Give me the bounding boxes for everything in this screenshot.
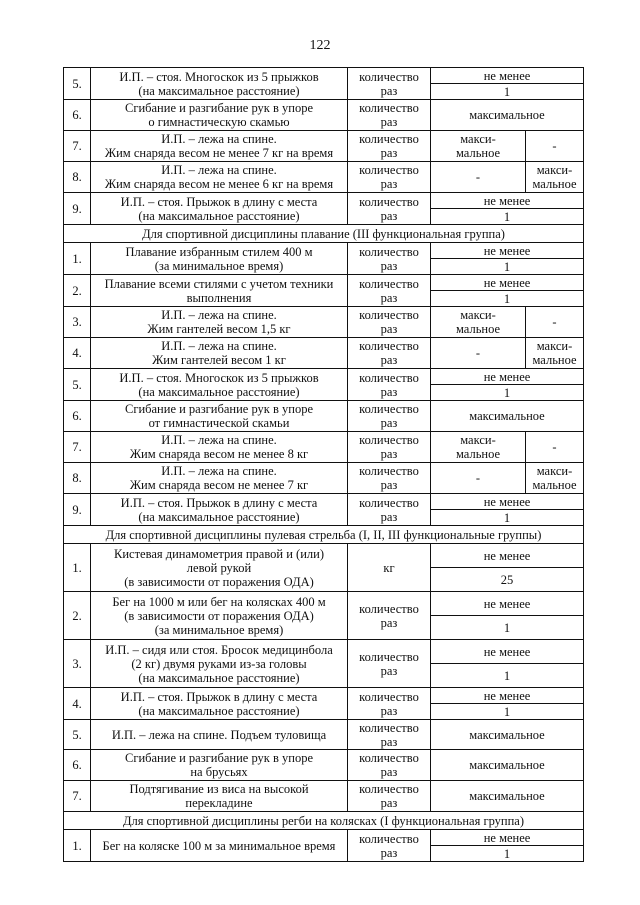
norm-label: не менее: [431, 830, 584, 846]
row-number: 7.: [64, 432, 91, 463]
row-number: 1.: [64, 243, 91, 275]
exercise-description: [91, 275, 348, 307]
exercise-description: [91, 544, 348, 592]
unit-cell: [348, 640, 431, 688]
description-line: (на максимальное расстояние): [138, 703, 300, 718]
exercise-description: [91, 307, 348, 338]
norm-right-value: -: [526, 307, 584, 338]
row-number: 5.: [64, 68, 91, 100]
section-title: Для спортивной дисциплины пулевая стрельба (I, II, III функциональные группы): [64, 526, 584, 544]
unit-line: кг: [383, 560, 395, 575]
table-row: [64, 640, 584, 664]
table-row: [64, 463, 584, 494]
description-line: перекладине: [185, 796, 253, 810]
unit-line: количество: [359, 276, 419, 291]
norm-left-value: -: [431, 463, 526, 494]
norm-value: 1: [431, 209, 584, 225]
unit-line: количество: [359, 782, 419, 796]
unit-line: раз: [380, 478, 398, 492]
description-line: Кистевая динамометрия правой и (или): [114, 546, 324, 561]
norm-value: максимальное: [431, 100, 584, 131]
exercise-description: [91, 100, 348, 131]
table-row: [64, 544, 584, 568]
norm-label: не менее: [431, 494, 584, 510]
unit-line: раз: [380, 734, 398, 749]
unit-cell: [348, 131, 431, 162]
unit-line: количество: [359, 339, 419, 353]
unit-line: раз: [380, 615, 398, 630]
description-line: левой рукой: [186, 560, 252, 575]
unit-cell: [348, 401, 431, 432]
description-line: (на максимальное расстояние): [138, 83, 300, 98]
norm-left-value: макси- мальное: [431, 307, 526, 338]
section-row: [64, 225, 584, 243]
row-number: 9.: [64, 494, 91, 526]
norm-value: 25: [431, 568, 584, 592]
unit-cell: [348, 432, 431, 463]
table-row: [64, 688, 584, 704]
unit-line: количество: [359, 132, 419, 146]
table-row: [64, 592, 584, 616]
unit-line: раз: [380, 83, 398, 98]
norm-right-value: -: [526, 432, 584, 463]
row-number: 8.: [64, 463, 91, 494]
description-line: Бег на 1000 м или бег на колясках 400 м: [112, 594, 326, 609]
unit-line: количество: [359, 69, 419, 84]
norm-right-value: макси- мальное: [526, 162, 584, 193]
row-number: 4.: [64, 688, 91, 720]
description-line: Подтягивание из виса на высокой: [129, 782, 309, 796]
unit-line: количество: [359, 751, 419, 765]
exercise-description: [91, 401, 348, 432]
table-row: [64, 750, 584, 781]
unit-line: раз: [380, 258, 398, 273]
norm-value: максимальное: [431, 750, 584, 781]
description-line: И.П. – лежа на спине. Подъем туловища: [111, 727, 327, 742]
unit-line: количество: [359, 720, 419, 735]
norm-value: 1: [431, 84, 584, 100]
norm-value: 1: [431, 616, 584, 640]
unit-line: раз: [380, 765, 398, 779]
unit-cell: [348, 307, 431, 338]
unit-line: раз: [380, 447, 398, 461]
description-line: И.П. – лежа на спине.: [161, 339, 277, 353]
unit-line: количество: [359, 402, 419, 416]
norm-value: 1: [431, 846, 584, 862]
unit-line: раз: [380, 384, 398, 399]
exercise-description: [91, 68, 348, 100]
norm-value: 1: [431, 291, 584, 307]
table-row: [64, 720, 584, 750]
norm-left-value: -: [431, 338, 526, 369]
unit-cell: [348, 68, 431, 100]
exercise-description: [91, 432, 348, 463]
norm-label: не менее: [431, 68, 584, 84]
norm-label: не менее: [431, 544, 584, 568]
unit-line: раз: [380, 290, 398, 305]
exercise-description: [91, 688, 348, 720]
norm-left-value: макси- мальное: [431, 432, 526, 463]
exercise-description: [91, 830, 348, 862]
description-line: Жим снаряда весом не менее 8 кг: [129, 447, 309, 461]
description-line: Бег на коляске 100 м за минимальное время: [102, 838, 336, 853]
description-line: И.П. – стоя. Прыжок в длину с места: [120, 495, 318, 510]
row-number: 9.: [64, 193, 91, 225]
description-line: Сгибание и разгибание рук в упоре: [125, 402, 313, 416]
table-row: [64, 432, 584, 463]
unit-line: раз: [380, 353, 398, 367]
table-row: [64, 494, 584, 510]
norm-label: не менее: [431, 688, 584, 704]
description-line: Плавание всеми стилями с учетом техники: [104, 276, 334, 291]
norm-label: не менее: [431, 592, 584, 616]
unit-cell: [348, 544, 431, 592]
section-title: Для спортивной дисциплины регби на колясках (I функциональная группа): [64, 812, 584, 830]
unit-line: количество: [359, 831, 419, 846]
unit-line: количество: [359, 649, 419, 664]
description-line: И.П. – лежа на спине.: [161, 433, 277, 447]
unit-cell: [348, 243, 431, 275]
description-line: И.П. – стоя. Многоскок из 5 прыжков: [119, 370, 319, 385]
exercise-description: [91, 162, 348, 193]
norm-right-value: -: [526, 131, 584, 162]
unit-cell: [348, 162, 431, 193]
unit-cell: [348, 193, 431, 225]
table-row: [64, 307, 584, 338]
description-line: (в зависимости от поражения ОДА): [124, 574, 314, 589]
description-line: от гимнастической скамьи: [148, 416, 290, 430]
unit-line: раз: [380, 703, 398, 718]
unit-line: раз: [380, 115, 398, 129]
norm-label: не менее: [431, 243, 584, 259]
unit-line: количество: [359, 194, 419, 209]
norm-left-value: -: [431, 162, 526, 193]
norm-label: не менее: [431, 369, 584, 385]
description-line: И.П. – стоя. Многоскок из 5 прыжков: [119, 69, 319, 84]
description-line: (за минимальное время): [154, 622, 284, 637]
description-line: о гимнастическую скамью: [148, 115, 290, 129]
unit-line: количество: [359, 601, 419, 616]
unit-line: количество: [359, 464, 419, 478]
exercise-description: [91, 720, 348, 750]
exercise-description: [91, 592, 348, 640]
unit-cell: [348, 275, 431, 307]
unit-cell: [348, 688, 431, 720]
unit-line: раз: [380, 208, 398, 223]
unit-cell: [348, 463, 431, 494]
standards-table: [63, 67, 584, 862]
exercise-description: [91, 750, 348, 781]
description-line: (2 кг) двумя руками из-за головы: [131, 656, 307, 671]
description-line: Плавание избранным стилем 400 м: [125, 244, 313, 259]
unit-line: раз: [380, 845, 398, 860]
unit-line: количество: [359, 244, 419, 259]
unit-cell: [348, 494, 431, 526]
description-line: Жим снаряда весом не менее 7 кг: [129, 478, 309, 492]
row-number: 4.: [64, 338, 91, 369]
unit-cell: [348, 750, 431, 781]
table-row: [64, 338, 584, 369]
unit-cell: [348, 781, 431, 812]
row-number: 6.: [64, 750, 91, 781]
unit-line: количество: [359, 433, 419, 447]
norm-value: 1: [431, 704, 584, 720]
norm-label: не менее: [431, 275, 584, 291]
unit-line: количество: [359, 370, 419, 385]
description-line: И.П. – лежа на спине.: [161, 308, 277, 322]
norm-right-value: макси- мальное: [526, 338, 584, 369]
unit-cell: [348, 830, 431, 862]
unit-line: раз: [380, 146, 398, 160]
table-row: [64, 243, 584, 259]
description-line: Жим снаряда весом не менее 7 кг на время: [104, 146, 334, 160]
row-number: 2.: [64, 275, 91, 307]
unit-line: раз: [380, 177, 398, 191]
table-row: [64, 369, 584, 385]
unit-line: раз: [380, 416, 398, 430]
exercise-description: [91, 243, 348, 275]
row-number: 1.: [64, 830, 91, 862]
description-line: (за минимальное время): [154, 258, 284, 273]
table-row: [64, 401, 584, 432]
exercise-description: [91, 494, 348, 526]
unit-line: количество: [359, 101, 419, 115]
unit-cell: [348, 592, 431, 640]
row-number: 5.: [64, 720, 91, 750]
exercise-description: [91, 640, 348, 688]
section-row: [64, 526, 584, 544]
exercise-description: [91, 369, 348, 401]
unit-cell: [348, 369, 431, 401]
norm-left-value: макси- мальное: [431, 131, 526, 162]
description-line: (на максимальное расстояние): [138, 670, 300, 685]
description-line: (в зависимости от поражения ОДА): [124, 608, 314, 623]
exercise-description: [91, 338, 348, 369]
unit-line: раз: [380, 509, 398, 524]
exercise-description: [91, 193, 348, 225]
table-row: [64, 68, 584, 84]
norm-right-value: макси- мальное: [526, 463, 584, 494]
exercise-description: [91, 781, 348, 812]
unit-line: количество: [359, 308, 419, 322]
description-line: И.П. – стоя. Прыжок в длину с места: [120, 689, 318, 704]
norm-value: максимальное: [431, 401, 584, 432]
unit-line: количество: [359, 689, 419, 704]
row-number: 1.: [64, 544, 91, 592]
row-number: 5.: [64, 369, 91, 401]
unit-line: количество: [359, 495, 419, 510]
unit-line: раз: [380, 796, 398, 810]
table-row: [64, 781, 584, 812]
description-line: (на максимальное расстояние): [138, 509, 300, 524]
unit-cell: [348, 100, 431, 131]
description-line: (на максимальное расстояние): [138, 208, 300, 223]
description-line: Жим гантелей весом 1 кг: [152, 353, 286, 367]
description-line: И.П. – лежа на спине.: [161, 163, 277, 177]
unit-line: раз: [380, 322, 398, 336]
table-row: [64, 100, 584, 131]
row-number: 7.: [64, 781, 91, 812]
table-row: [64, 830, 584, 846]
description-line: И.П. – лежа на спине.: [161, 132, 277, 146]
row-number: 7.: [64, 131, 91, 162]
row-number: 8.: [64, 162, 91, 193]
unit-line: раз: [380, 663, 398, 678]
unit-cell: [348, 720, 431, 750]
description-line: И.П. – стоя. Прыжок в длину с места: [120, 194, 318, 209]
norm-label: не менее: [431, 193, 584, 209]
norm-value: максимальное: [431, 720, 584, 750]
description-line: Жим гантелей весом 1,5 кг: [147, 322, 291, 336]
row-number: 3.: [64, 640, 91, 688]
description-line: Сгибание и разгибание рук в упоре: [125, 751, 313, 765]
table-row: [64, 275, 584, 291]
unit-line: количество: [359, 163, 419, 177]
exercise-description: [91, 463, 348, 494]
table-row: [64, 193, 584, 209]
norm-value: 1: [431, 664, 584, 688]
norm-value: 1: [431, 259, 584, 275]
row-number: 6.: [64, 401, 91, 432]
norm-value: 1: [431, 510, 584, 526]
table-row: [64, 162, 584, 193]
description-line: выполнения: [186, 290, 252, 305]
norm-value: 1: [431, 385, 584, 401]
description-line: Жим снаряда весом не менее 6 кг на время: [104, 177, 334, 191]
row-number: 2.: [64, 592, 91, 640]
section-row: [64, 812, 584, 830]
description-line: (на максимальное расстояние): [138, 384, 300, 399]
description-line: на брусьях: [190, 765, 248, 779]
description-line: И.П. – сидя или стоя. Бросок медицинбола: [105, 642, 333, 657]
row-number: 6.: [64, 100, 91, 131]
description-line: Сгибание и разгибание рук в упоре: [125, 101, 313, 115]
row-number: 3.: [64, 307, 91, 338]
section-title: Для спортивной дисциплины плавание (III функциональная группа): [64, 225, 584, 243]
page-number: 122: [309, 38, 331, 53]
unit-cell: [348, 338, 431, 369]
table-row: [64, 131, 584, 162]
norm-label: не менее: [431, 640, 584, 664]
exercise-description: [91, 131, 348, 162]
description-line: И.П. – лежа на спине.: [161, 464, 277, 478]
norm-value: максимальное: [431, 781, 584, 812]
